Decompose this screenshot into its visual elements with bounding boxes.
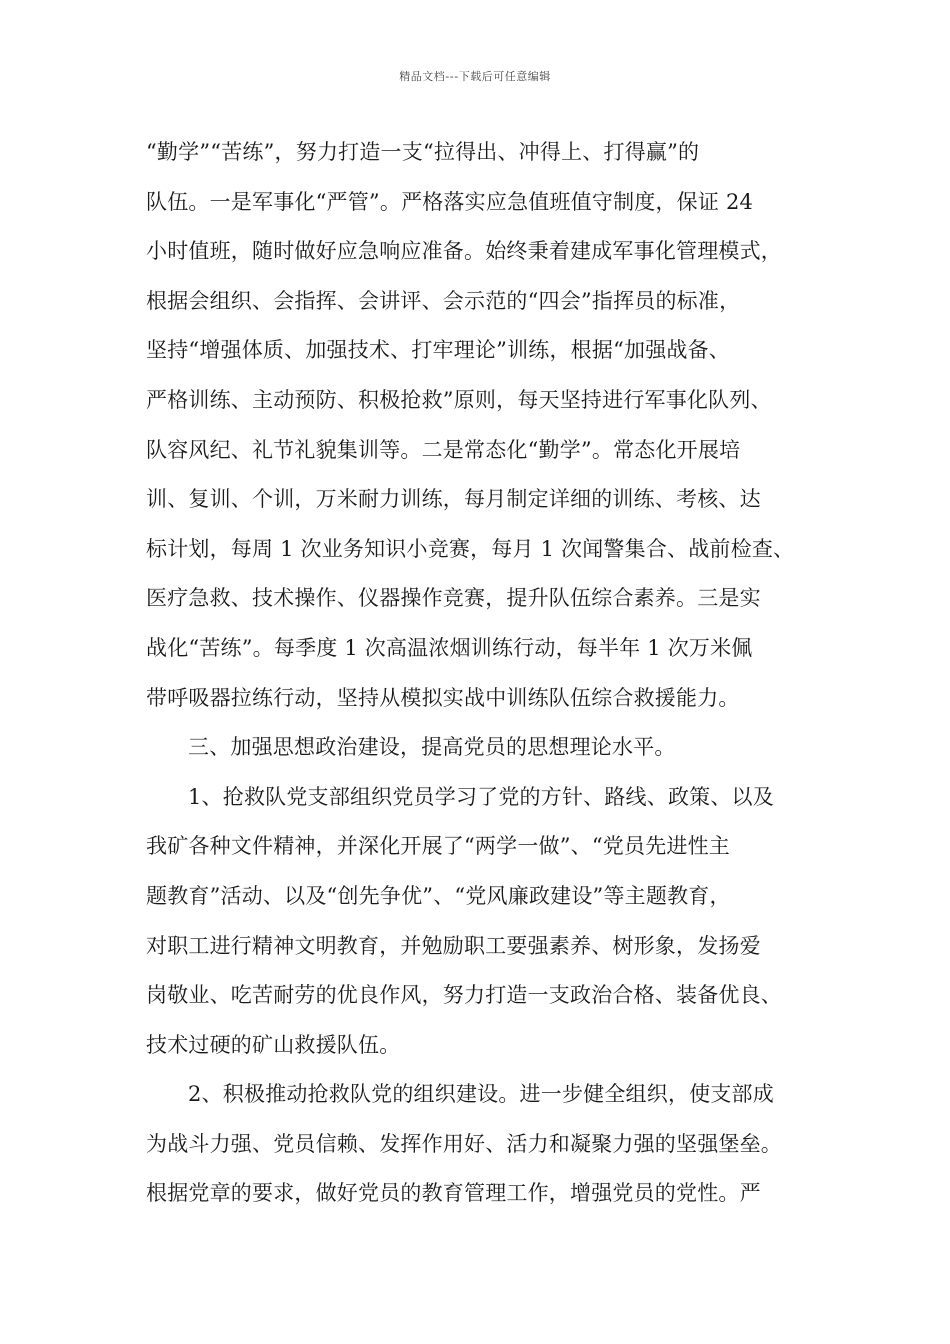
- text-line: 标计划，每周 1 次业务知识小竞赛，每月 1 次闻警集合、战前检查、: [146, 536, 795, 561]
- text-line: 战化“苦练”。每季度 1 次高温浓烟训练行动，每半年 1 次万米佩: [146, 635, 753, 660]
- text-line: 严格训练、主动预防、积极抢救”原则，每天坚持进行军事化队列、: [146, 387, 772, 412]
- text-line: 对职工进行精神文明教育，并勉励职工要强素养、树形象，发扬爱: [146, 933, 761, 958]
- text-line: 技术过硬的矿山救援队伍。: [146, 1032, 401, 1057]
- text-line: 我矿各种文件精神，并深化开展了“两学一做”、“党员先进性主: [146, 834, 731, 859]
- text-line: 题教育”活动、以及“创先争优”、“党风廉政建设”等主题教育，: [146, 883, 731, 908]
- text-line: 医疗急救、技术操作、仪器操作竞赛，提升队伍综合素养。三是实: [146, 586, 761, 611]
- text-line: 根据党章的要求，做好党员的教育管理工作，增强党员的党性。严: [146, 1181, 761, 1206]
- text-line: “勤学”“苦练”，努力打造一支“拉得出、冲得上、打得赢”的: [146, 140, 700, 164]
- text-line: 小时值班，随时做好应急响应准备。始终秉着建成军事化管理模式，: [146, 239, 782, 264]
- text-line: 1、抢救队党支部组织党员学习了党的方针、路线、政策、以及: [188, 784, 774, 809]
- text-line: 岗敬业、吃苦耐劳的优良作风，努力打造一支政治合格、装备优良、: [146, 983, 782, 1008]
- document-body: [146, 128, 836, 1219]
- text-line: 三、加强思想政治建设，提高党员的思想理论水平。: [188, 735, 676, 760]
- text-line: 队容风纪、礼节礼貌集训等。二是常态化“勤学”。常态化开展培: [146, 437, 741, 462]
- text-line: 训、复训、个训，万米耐力训练，每月制定详细的训练、考核、达: [146, 487, 761, 512]
- text-line: 为战斗力强、党员信赖、发挥作用好、活力和凝聚力强的坚强堡垒。: [146, 1131, 782, 1156]
- page-header: 精品文档---下载后可任意编辑: [399, 70, 551, 83]
- text-line: 带呼吸器拉练行动，坚持从模拟实战中训练队伍综合救援能力。: [146, 685, 740, 710]
- text-line: 2、积极推动抢救队党的组织建设。进一步健全组织，使支部成: [188, 1082, 774, 1107]
- text-line: 根据会组织、会指挥、会讲评、会示范的“四会”指挥员的标准，: [146, 288, 741, 313]
- text-line: 队伍。一是军事化“严管”。严格落实应急值班值守制度，保证 24: [146, 189, 754, 214]
- text-line: 坚持“增强体质、加强技术、打牢理论”训练，根据“加强战备、: [146, 338, 731, 363]
